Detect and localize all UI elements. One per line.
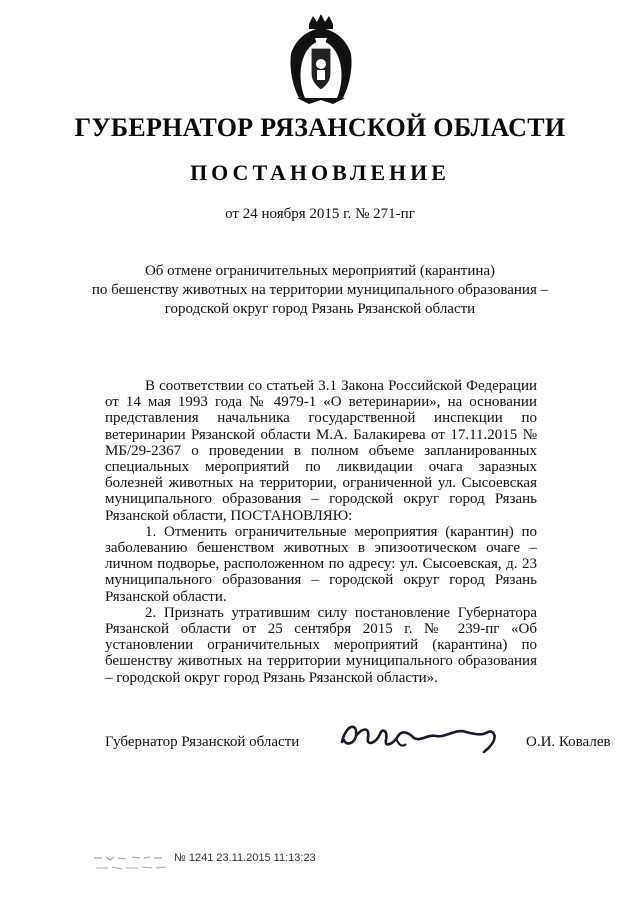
registration-info: № 1241 23.11.2015 11:13:23 xyxy=(174,852,316,864)
registration-stamp xyxy=(92,852,172,874)
subject-line: городской округ город Рязань Рязанской области xyxy=(164,301,476,317)
decree-item-2: 2. Признать утратившим силу постановление Губернатора Рязанской области от 25 сентября 2015 г. № 239-пг «Об установлении ограничительных мероприятий (карантина) по бешенству животных на территории муниципального образования – городской округ город Рязань Рязанской области». xyxy=(105,604,537,686)
registration-footer xyxy=(92,852,352,876)
handwritten-signature xyxy=(336,714,506,754)
signatory-name: О.И. Ковалев xyxy=(526,734,611,750)
document-type: ПОСТАНОВЛЕНИЕ xyxy=(190,160,450,185)
decree-item-1: 1. Отменить ограничительные мероприятия (карантин) по заболеванию бешенством животных в эпизоотическом очаге – личном подворье, расположенном по адресу: ул. Сысоевская, д. 23 муниципального образования – городской округ город Рязань Рязанской области. xyxy=(105,523,537,605)
subject-line: Об отмене ограничительных мероприятий (карантина) xyxy=(144,263,496,279)
signatory-title: Губернатор Рязанской области xyxy=(105,734,300,750)
subject-line: по бешенству животных на территории муниципального образования – xyxy=(91,282,549,298)
document-authority: ГУБЕРНАТОР РЯЗАНСКОЙ ОБЛАСТИ xyxy=(74,113,566,142)
coat-of-arms-icon xyxy=(287,14,355,106)
document-body xyxy=(105,378,537,686)
preamble-paragraph: В соответствии со статьей 3.1 Закона Российской Федерации от 14 мая 1993 года № 4979-1 «О ветеринарии», на основании представления начальника государственной инспекции по ветеринарии Рязанской области М.А. Балакирева от 17.11.2015 № МБ/29-2367 о проведении в полном объеме запланированных специальных мероприятий по ликвидации очага заразных болезней животных на территории, ограниченной ул. Сысоевская муниципального образования – городской округ город Рязань Рязанской области, ПОСТАНОВЛЯЮ: xyxy=(105,378,537,524)
document-date-number: от 24 ноября 2015 г. № 271-пг xyxy=(225,206,415,222)
document-subject xyxy=(80,262,560,319)
